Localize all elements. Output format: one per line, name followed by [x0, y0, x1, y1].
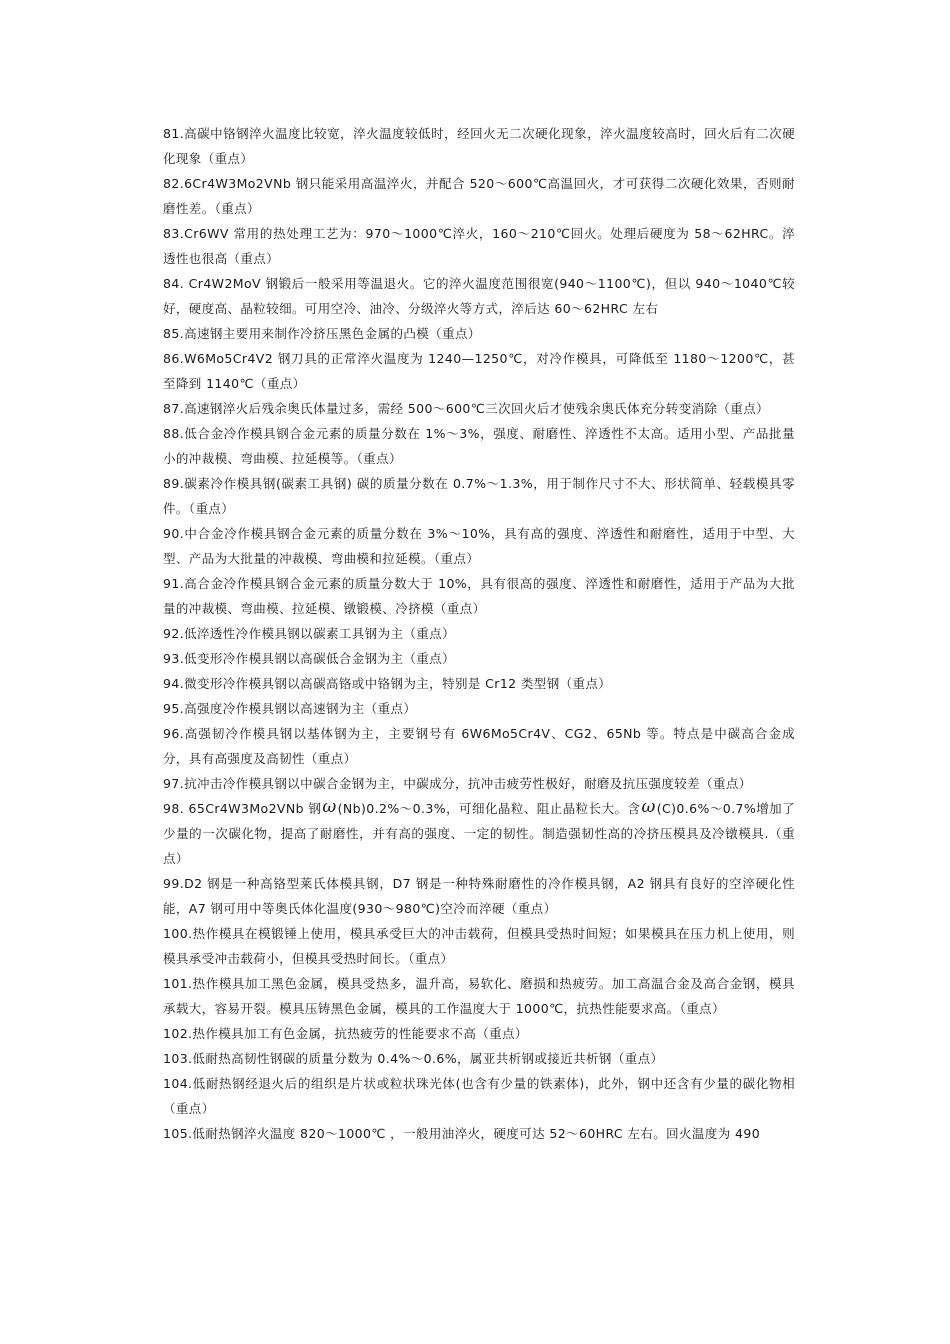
document-body: [163, 121, 795, 1146]
list-item: 100.热作模具在模锻锤上使用，模具承受巨大的冲击载荷，但模具受热时间短；如果模具在压力机上使用，则模具承受冲击载荷小，但模具受热时间长。（重点）: [163, 926, 795, 966]
list-item: 85.高速钢主要用来制作冷挤压黑色金属的凸模（重点）: [163, 326, 481, 341]
list-item: 84. Cr4W2MoV 钢锻后一般采用等温退火。它的淬火温度范围很宽(940～1100℃)，但以 940～1040℃较好，硬度高、晶粒较细。可用空冷、油冷、分级淬火等方式，淬后达 60～62HRC 左右: [163, 276, 795, 316]
list-item: 91.高合金冷作模具钢合金元素的质量分数大于 10%，具有很高的强度、淬透性和耐磨性，适用于产品为大批量的冲裁模、弯曲模、拉延模、镦锻模、冷挤模（重点）: [163, 576, 795, 616]
list-item: 81.高碳中铬钢淬火温度比较宽，淬火温度较低时，经回火无二次硬化现象，淬火温度较高时，回火后有二次硬化现象（重点）: [163, 126, 795, 166]
list-item: 105.低耐热钢淬火温度 820～1000℃ ，一般用油淬火，硬度可达 52～60HRC 左右。回火温度为 490: [163, 1126, 761, 1141]
list-item: 86.W6Mo5Cr4V2 钢刀具的正常淬火温度为 1240—1250℃，对冷作模具，可降低至 1180～1200℃，甚至降到 1140℃（重点）: [163, 351, 795, 391]
list-item: 83.Cr6WV 常用的热处理工艺为：970～1000℃淬火，160～210℃回火。处理后硬度为 58～62HRC。淬透性也很高（重点）: [163, 226, 795, 266]
text-segment: (C)0.6%～0.7%增加了少量的一次碳化物，提高了耐磨性，并有高的强度、一定的韧性。制造强韧性高的冷挤压模具及冷镦模具.（重点）: [163, 801, 796, 866]
list-item: 92.低淬透性冷作模具钢以碳素工具钢为主（重点）: [163, 626, 455, 641]
text-segment: 98. 65Cr4W3Mo2VNb 钢: [163, 801, 322, 816]
list-item: 88.低合金冷作模具钢合金元素的质量分数在 1%～3%，强度、耐磨性、淬透性不太高。适用小型、产品批量小的冲裁模、弯曲模、拉延模等。（重点）: [163, 426, 795, 466]
list-item: 82.6Cr4W3Mo2VNb 钢只能采用高温淬火，并配合 520～600℃高温回火，才可获得二次硬化效果，否则耐磨性差。（重点）: [163, 176, 795, 216]
list-item: 97.抗冲击冷作模具钢以中碳合金钢为主，中碳成分，抗冲击疲劳性极好，耐磨及抗压强度较差（重点）: [163, 776, 752, 791]
text-segment: (Nb)0.2%～0.3%，可细化晶粒、阻止晶粒长大。含: [337, 801, 641, 816]
list-item-98: [163, 796, 795, 871]
list-item: 90.中合金冷作模具钢合金元素的质量分数在 3%～10%，具有高的强度、淬透性和耐磨性，适用于中型、大型、产品为大批量的冲裁模、弯曲模和拉延模。（重点）: [163, 526, 795, 566]
list-item: 96.高强韧冷作模具钢以基体钢为主，主要钢号有 6W6Mo5Cr4V、CG2、65Nb 等。特点是中碳高合金成分，具有高强度及高韧性（重点）: [163, 726, 795, 766]
list-item: 103.低耐热高韧性钢碳的质量分数为 0.4%～0.6%，属亚共析钢或接近共析钢（重点）: [163, 1051, 664, 1066]
list-item: 101.热作模具加工黑色金属，模具受热多，温升高，易软化、磨损和热疲劳。加工高温合金及高合金钢，模具承载大，容易开裂。模具压铸黑色金属，模具的工作温度大于 1000℃，抗热性能要求高。（重点）: [163, 976, 795, 1016]
list-item: 102.热作模具加工有色金属，抗热疲劳的性能要求不高（重点）: [163, 1026, 528, 1041]
list-item: 87.高速钢淬火后残余奥氏体量过多，需经 500～600℃三次回火后才使残余奥氏体充分转变消除（重点）: [163, 401, 770, 416]
list-item: 89.碳素冷作模具钢(碳素工具钢) 碳的质量分数在 0.7%～1.3%，用于制作尺寸不大、形状简单、轻载模具零件。（重点）: [163, 476, 795, 516]
list-item: 95.高强度冷作模具钢以高速钢为主（重点）: [163, 701, 417, 716]
omega-symbol: ω: [322, 797, 337, 817]
omega-symbol: ω: [641, 797, 656, 817]
list-item: 99.D2 钢是一种高铬型莱氏体模具钢，D7 钢是一种特殊耐磨性的冷作模具钢，A2 钢具有良好的空淬硬化性能，A7 钢可用中等奥氏体化温度(930～980℃)空冷而淬硬（重点）: [163, 876, 795, 916]
list-item: 104.低耐热钢经退火后的组织是片状或粒状珠光体(也含有少量的铁素体)，此外，钢中还含有少量的碳化物相（重点）: [163, 1076, 795, 1116]
list-item: 93.低变形冷作模具钢以高碳低合金钢为主（重点）: [163, 651, 455, 666]
list-item: 94.微变形冷作模具钢以高碳高铬或中铬钢为主，特别是 Cr12 类型钢（重点）: [163, 676, 612, 691]
